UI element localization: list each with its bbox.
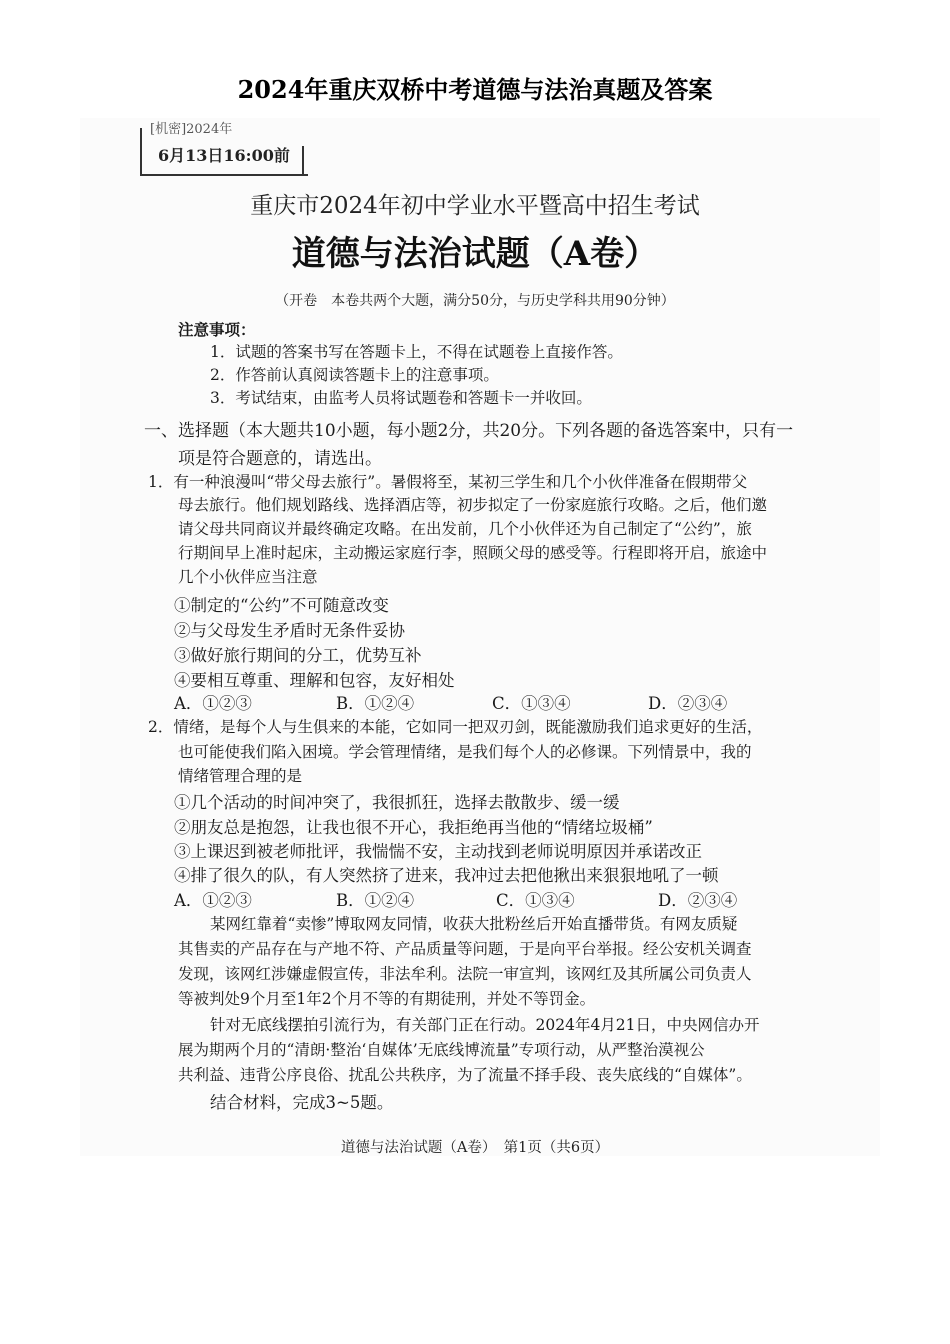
stamp-date-line: 6月13日16:00前 — [158, 146, 290, 165]
material-paragraph-line: 等被判处9个月至1年2个月不等的有期徒刑，并处不等罚金。 — [178, 990, 596, 1008]
note-item: 2．作答前认真阅读答题卡上的注意事项。 — [210, 366, 499, 384]
q2-statement: ③上课迟到被老师批评，我惴惴不安，主动找到老师说明原因并承诺改正 — [174, 842, 702, 861]
q2-stem-line: 情绪管理合理的是 — [178, 767, 303, 785]
exam-name: 重庆市2024年初中学业水平暨高中招生考试 — [250, 193, 700, 219]
exam-subtitle: （开卷 本卷共两个大题，满分50分，与历史学科共用90分钟） — [275, 293, 675, 309]
material-closing: 结合材料，完成3~5题。 — [210, 1093, 394, 1112]
page-footer: 道德与法治试题（A卷） 第1页（共6页） — [340, 1140, 610, 1156]
q2-option-d: D．②③④ — [658, 891, 738, 910]
stamp-tick-mark — [302, 146, 304, 174]
q1-stem-line: 1．有一种浪漫叫“带父母去旅行”。暑假将至，某初三学生和几个小伙伴准备在假期带父 — [148, 473, 748, 491]
stamp-top-line: [机密]2024年 — [150, 122, 233, 137]
section-one-heading: 一、选择题（本大题共10小题，每小题2分，共20分。下列各题的备选答案中，只有一 — [144, 421, 794, 441]
q2-option-b: B．①②④ — [336, 891, 415, 910]
q1-statement: ③做好旅行期间的分工，优势互补 — [174, 646, 422, 665]
note-item: 3．考试结束，由监考人员将试题卷和答题卡一并收回。 — [210, 389, 592, 407]
q1-statement: ④要相互尊重、理解和包容，友好相处 — [174, 671, 455, 690]
q1-statement: ②与父母发生矛盾时无条件妥协 — [174, 621, 405, 640]
material-paragraph-line: 其售卖的产品存在与产地不符、产品质量等问题，于是向平台举报。经公安机关调查 — [178, 940, 752, 958]
q2-option-a: A．①②③ — [174, 891, 252, 910]
exam-title: 道德与法治试题（A卷） — [291, 234, 659, 274]
q2-option-c: C．①③④ — [496, 891, 575, 910]
q1-stem-line: 几个小伙伴应当注意 — [178, 568, 318, 586]
material-paragraph-line: 展为期两个月的“清朗·整治‘自媒体’无底线博流量”专项行动，从严整治漠视公 — [178, 1041, 705, 1059]
q2-statement: ②朋友总是抱怨，让我也很不开心，我拒绝再当他的“情绪垃圾桶” — [174, 818, 653, 837]
q1-stem-line: 行期间早上准时起床，主动搬运家庭行李，照顾父母的感受等。行程即将开启，旅途中 — [178, 544, 768, 562]
q2-stem-line: 2．情绪，是每个人与生俱来的本能，它如同一把双刃剑，既能激励我们追求更好的生活， — [148, 718, 763, 736]
q1-option-a: A．①②③ — [174, 694, 252, 713]
q1-statement: ①制定的“公约”不可随意改变 — [174, 596, 389, 615]
q2-stem-line: 也可能使我们陷入困境。学会管理情绪，是我们每个人的必修课。下列情景中，我的 — [178, 743, 752, 761]
q1-option-b: B．①②④ — [336, 694, 415, 713]
note-item: 1．试题的答案书写在答题卡上，不得在试题卷上直接作答。 — [210, 343, 623, 361]
q1-stem-line: 母去旅行。他们规划路线、选择酒店等，初步拟定了一份家庭旅行攻略。之后，他们邀 — [178, 496, 768, 514]
q1-stem-line: 请父母共同商议并最终确定攻略。在出发前，几个小伙伴还为自己制定了“公约”，旅 — [178, 520, 752, 538]
material-paragraph-line: 针对无底线摆拍引流行为，有关部门正在行动。2024年4月21日，中央网信办开 — [210, 1016, 760, 1034]
q2-statement: ④排了很久的队，有人突然挤了进来，我冲过去把他揪出来狠狠地吼了一顿 — [174, 866, 719, 885]
section-one-heading-cont: 项是符合题意的，请选出。 — [178, 449, 382, 469]
material-paragraph-line: 共利益、违背公序良俗、扰乱公共秩序，为了流量不择手段、丧失底线的“自媒体”。 — [178, 1066, 752, 1084]
document-title: 2024年重庆双桥中考道德与法治真题及答案 — [237, 75, 713, 104]
notes-heading: 注意事项： — [178, 320, 256, 339]
q1-option-d: D．②③④ — [648, 694, 728, 713]
q1-option-c: C．①③④ — [492, 694, 571, 713]
material-paragraph-line: 某网红靠着“卖惨”博取网友同情，收获大批粉丝后开始直播带货。有网友质疑 — [210, 915, 738, 933]
material-paragraph-line: 发现，该网红涉嫌虚假宣传，非法牟利。法院一审宣判，该网红及其所属公司负责人 — [178, 965, 752, 983]
q2-statement: ①几个活动的时间冲突了，我很抓狂，选择去散散步、缓一缓 — [174, 793, 620, 812]
